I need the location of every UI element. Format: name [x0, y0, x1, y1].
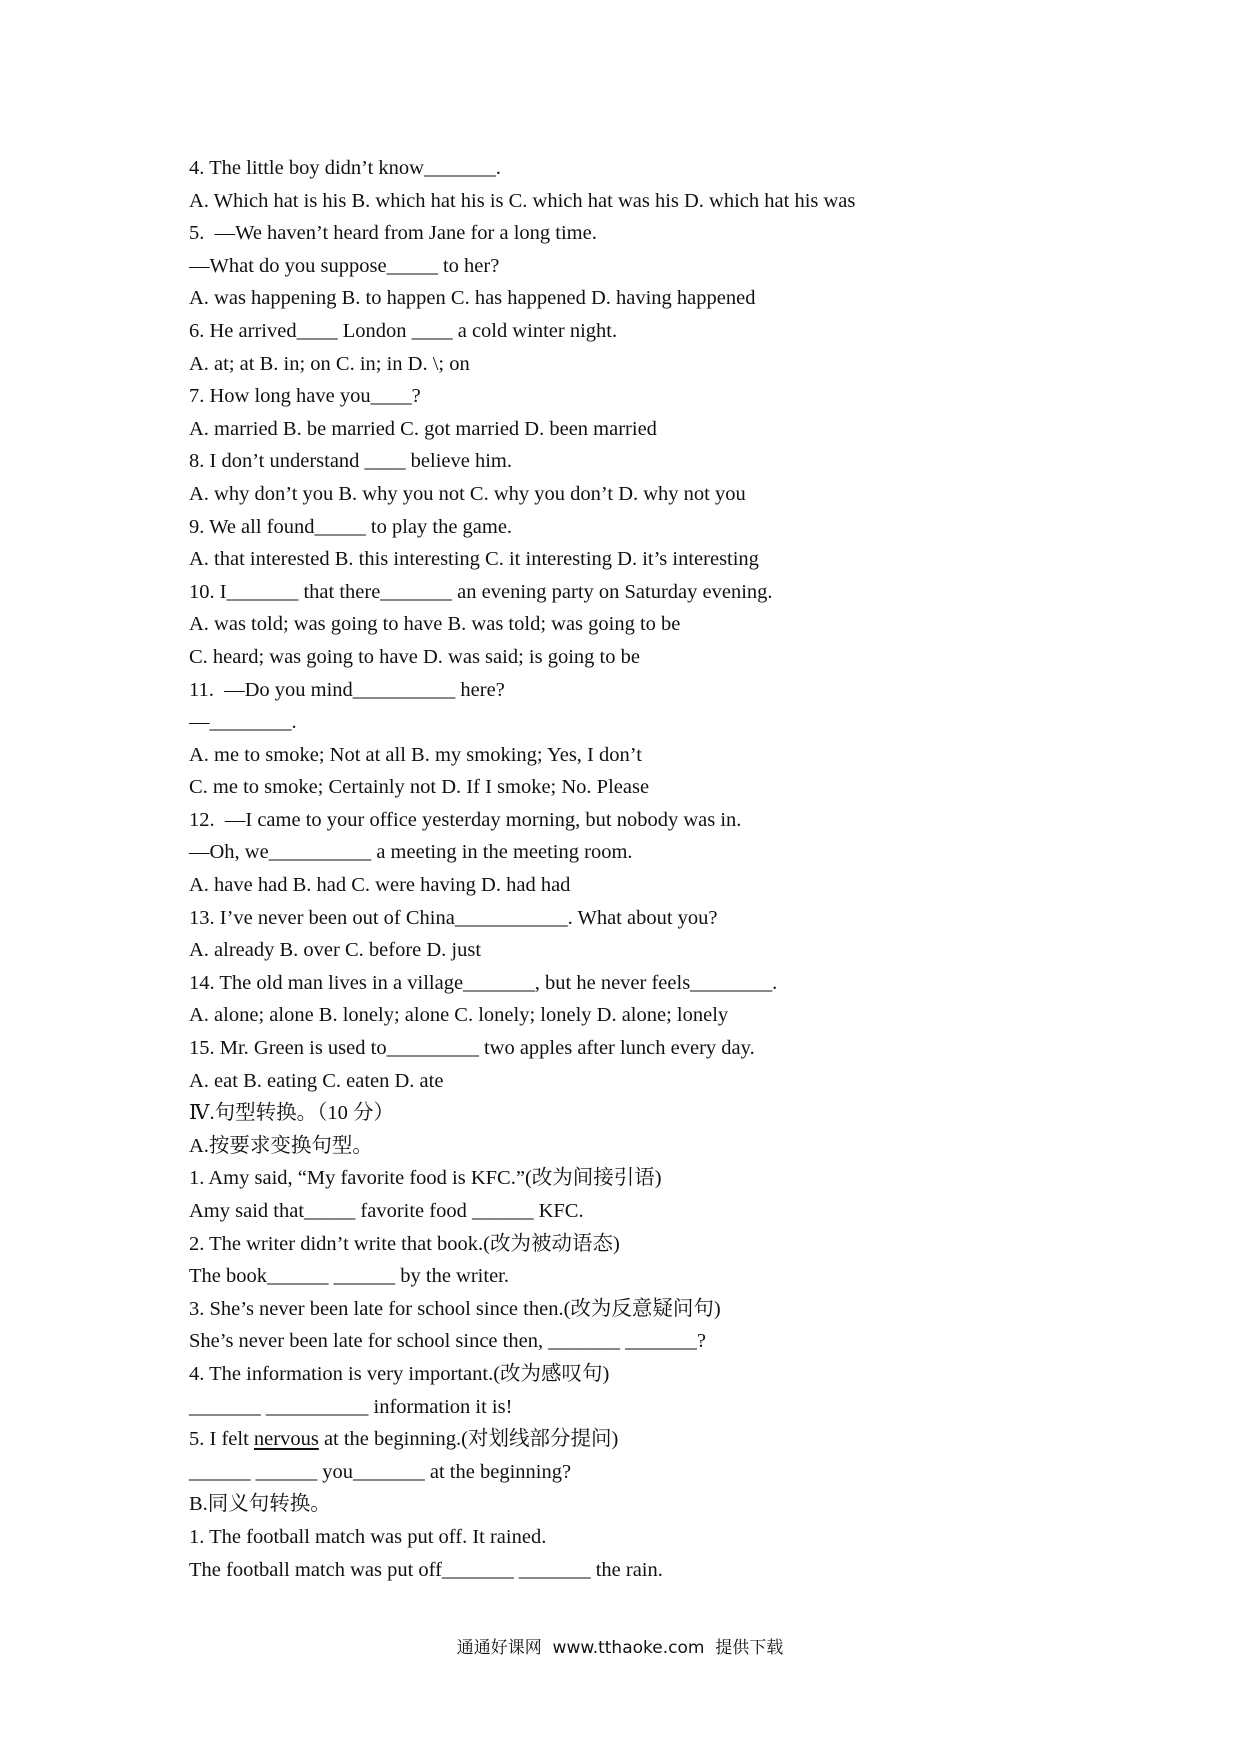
- text-line: 8. I don’t understand ____ believe him.: [189, 450, 513, 473]
- text-line: A. at; at B. in; on C. in; in D. \; on: [189, 352, 470, 375]
- page-footer: 通通好课网 www.tthaoke.com 提供下载: [456, 1638, 784, 1658]
- text-line: A. have had B. had C. were having D. had had: [189, 874, 571, 897]
- text-line: 13. I’ve never been out of China___________. What about you?: [189, 906, 718, 929]
- text-line: 7. How long have you____?: [189, 385, 421, 408]
- text-line: 1. Amy said, “My favorite food is KFC.”(改为间接引语): [189, 1167, 662, 1190]
- text-line: A. was told; was going to have B. was told; was going to be: [189, 613, 681, 636]
- text-line: —What do you suppose_____ to her?: [189, 254, 500, 277]
- text-line: A. alone; alone B. lonely; alone C. lonely; lonely D. alone; lonely: [189, 1004, 729, 1027]
- text-line: Amy said that_____ favorite food ______ KFC.: [189, 1200, 584, 1222]
- text-line: 10. I_______ that there_______ an evening party on Saturday evening.: [189, 580, 773, 603]
- text-line: A. was happening B. to happen C. has happened D. having happened: [189, 287, 756, 310]
- text-line: The book______ ______ by the writer.: [189, 1265, 509, 1288]
- text-line: A. eat B. eating C. eaten D. ate: [189, 1069, 444, 1092]
- text-line: A. me to smoke; Not at all B. my smoking; Yes, I don’t: [189, 743, 642, 766]
- text-line: C. me to smoke; Certainly not D. If I smoke; No. Please: [189, 776, 650, 799]
- section-heading: Ⅳ.句型转换。（10 分）: [189, 1102, 394, 1125]
- text-line: ______ ______ you_______ at the beginning?: [189, 1460, 572, 1483]
- question-5-line: [189, 1423, 1089, 1456]
- text-line: 14. The old man lives in a village_______, but he never feels________.: [189, 971, 778, 994]
- text-line: 4. The information is very important.(改为感叹句): [189, 1362, 610, 1385]
- question-5-underlined-word: nervous: [253, 1428, 319, 1451]
- text-line: 6. He arrived____ London ____ a cold winter night.: [189, 319, 618, 342]
- text-line: 5. —We haven’t heard from Jane for a long time.: [189, 222, 597, 245]
- text-line: 11. —Do you mind__________ here?: [189, 678, 505, 701]
- text-line: _______ __________ information it is!: [189, 1395, 513, 1418]
- text-line: C. heard; was going to have D. was said; is going to be: [189, 645, 640, 668]
- text-line: The football match was put off_______ _______ the rain.: [189, 1558, 663, 1581]
- subsection-heading: B.同义句转换。: [189, 1493, 331, 1516]
- subsection-heading: A.按要求变换句型。: [189, 1134, 373, 1157]
- text-line: 4. The little boy didn’t know_______.: [189, 157, 501, 179]
- text-line: 12. —I came to your office yesterday morning, but nobody was in.: [189, 808, 742, 831]
- text-line: She’s never been late for school since then, _______ _______?: [189, 1330, 706, 1353]
- text-line: A. that interested B. this interesting C. it interesting D. it’s interesting: [189, 548, 759, 571]
- text-line: A. Which hat is his B. which hat his is C. which hat was his D. which hat his was: [189, 189, 856, 212]
- text-line: 2. The writer didn’t write that book.(改为被动语态): [189, 1232, 620, 1255]
- text-line: —Oh, we__________ a meeting in the meeting room.: [189, 841, 633, 864]
- text-line: 9. We all found_____ to play the game.: [189, 515, 513, 538]
- question-5-prefix: 5. I felt: [189, 1428, 254, 1451]
- text-line: 1. The football match was put off. It rained.: [189, 1525, 547, 1548]
- text-line: 3. She’s never been late for school since then.(改为反意疑问句): [189, 1297, 721, 1320]
- question-5-suffix: at the beginning.(对划线部分提问): [318, 1428, 619, 1451]
- text-line: A. already B. over C. before D. just: [189, 939, 482, 962]
- text-line: —________.: [189, 711, 297, 734]
- text-line: A. why don’t you B. why you not C. why you don’t D. why not you: [189, 482, 746, 505]
- document-body: [189, 152, 1089, 1586]
- text-line: A. married B. be married C. got married D. been married: [189, 417, 657, 440]
- text-line: 15. Mr. Green is used to_________ two apples after lunch every day.: [189, 1037, 755, 1060]
